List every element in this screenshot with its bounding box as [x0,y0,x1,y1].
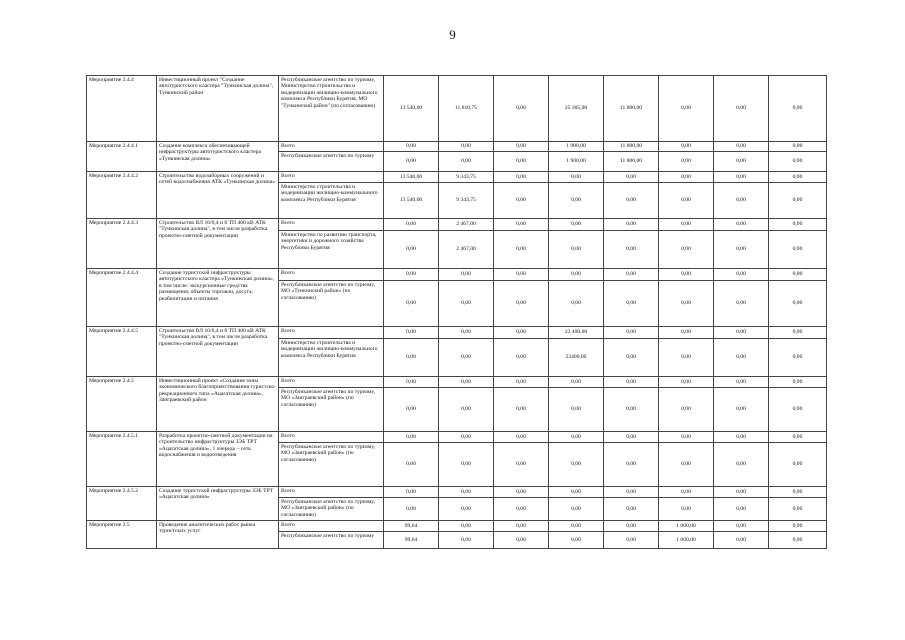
amount-cell: 99,64 [384,532,439,549]
amount-cell: 0,00 [494,532,549,549]
amount-cell: 0,00 [439,521,494,532]
table-row [87,377,827,388]
amount-cell: 0,00 [714,76,769,142]
amount-cell: 0,00 [714,327,769,339]
amount-cell: 1 000,00 [659,521,714,532]
amount-cell: 0,00 [714,152,769,172]
executor-cell: Всего [279,487,384,498]
amount-cell: 2 467,00 [439,219,494,231]
amount-cell: 0,00 [384,152,439,172]
amount-cell: 0,00 [659,183,714,219]
amount-cell: 11 800,00 [604,76,659,142]
amount-cell: 0,00 [549,521,604,532]
amount-cell: 0,00 [604,339,659,377]
amount-cell: 0,00 [549,443,604,487]
amount-cell: 0,00 [659,281,714,327]
amount-cell: 0,00 [659,142,714,152]
amount-cell: 0,00 [384,443,439,487]
amount-cell: 0,00 [769,152,827,172]
amount-cell: 1 000,00 [659,532,714,549]
amount-cell: 0,00 [659,152,714,172]
table-row [87,487,827,498]
activity-code-cell: Мероприятие 2.4.4 [87,76,157,142]
amount-cell: 0,00 [604,183,659,219]
amount-cell: 0,00 [769,377,827,388]
executor-cell: Всего [279,142,384,152]
executor-cell: Всего [279,269,384,281]
executor-cell: Всего [279,172,384,183]
amount-cell: 0,00 [769,183,827,219]
amount-cell: 13 540,00 [384,172,439,183]
amount-cell: 0,00 [769,521,827,532]
activity-name-cell: Создание туристской инфраструктуры автотуристского кластера «Тункинская долина», в том числе: экскурсионные средства размещения, объекты торговли, досуга, реабилитации и питания [157,269,279,327]
amount-cell: 0,00 [549,487,604,498]
table-row [87,172,827,183]
amount-cell: 0,00 [714,281,769,327]
amount-cell: 0,00 [439,443,494,487]
amount-cell: 0,00 [659,327,714,339]
amount-cell: 0,00 [549,498,604,521]
amount-cell: 0,00 [494,432,549,443]
amount-cell: 0,00 [769,269,827,281]
amount-cell: 0,00 [769,532,827,549]
amount-cell: 0,00 [549,219,604,231]
amount-cell: 0,00 [714,339,769,377]
table-row [87,269,827,281]
amount-cell: 0,00 [549,432,604,443]
executor-cell: Республиканское агентство по туризму, МО «Тункинский район» (по согласованию) [279,281,384,327]
amount-cell: 0,00 [384,432,439,443]
budget-table-body [87,76,827,549]
amount-cell: 0,00 [549,281,604,327]
amount-cell: 0,00 [604,487,659,498]
amount-cell: 11 800,00 [604,152,659,172]
amount-cell: 2 467,00 [439,231,494,269]
activity-code-cell: Мероприятие 2.4.4.4 [87,269,157,327]
amount-cell: 0,00 [769,219,827,231]
amount-cell: 0,00 [769,231,827,269]
amount-cell: 0,00 [714,269,769,281]
amount-cell: 9 343,75 [439,183,494,219]
table-row [87,76,827,142]
amount-cell: 0,00 [714,498,769,521]
amount-cell: 0,00 [439,327,494,339]
activity-code-cell: Мероприятие 2.4.5.2 [87,487,157,521]
amount-cell: 0,00 [769,432,827,443]
amount-cell: 0,00 [549,269,604,281]
amount-cell: 0,00 [494,269,549,281]
amount-cell: 0,00 [439,377,494,388]
amount-cell: 0,00 [439,432,494,443]
amount-cell: 0,00 [659,388,714,432]
amount-cell: 0,00 [659,487,714,498]
amount-cell: 9 343,75 [439,172,494,183]
amount-cell: 0,00 [714,172,769,183]
amount-cell: 0,00 [659,432,714,443]
activity-code-cell: Мероприятие 2.4.4.5 [87,327,157,377]
amount-cell: 0,00 [549,532,604,549]
amount-cell: 0,00 [604,521,659,532]
activity-name-cell: Проведение аналитических работ рынка туристских услуг [157,521,279,549]
amount-cell: 0,00 [494,377,549,388]
amount-cell: 0,00 [494,183,549,219]
amount-cell: 0,00 [494,219,549,231]
amount-cell: 0,00 [549,388,604,432]
amount-cell: 0,00 [604,377,659,388]
activity-name-cell: Строительство водозаборных сооружений и сетей водоснабжения АТК «Тункинская долина» [157,172,279,219]
amount-cell: 0,00 [439,498,494,521]
amount-cell: 1 900,00 [549,152,604,172]
amount-cell: 0,00 [769,76,827,142]
amount-cell: 23 400,00 [549,327,604,339]
amount-cell: 0,00 [714,219,769,231]
amount-cell: 0,00 [604,327,659,339]
amount-cell: 0,00 [714,443,769,487]
amount-cell: 0,00 [604,432,659,443]
amount-cell: 0,00 [769,142,827,152]
executor-cell: Всего [279,432,384,443]
amount-cell: 0,00 [384,281,439,327]
executor-cell: Республиканское агентство по туризму [279,152,384,172]
amount-cell: 0,00 [769,339,827,377]
amount-cell: 0,00 [494,152,549,172]
amount-cell: 0,00 [549,172,604,183]
amount-cell: 0,00 [659,269,714,281]
amount-cell: 0,00 [494,327,549,339]
table-row [87,327,827,339]
amount-cell: 0,00 [494,76,549,142]
amount-cell: 0,00 [384,487,439,498]
amount-cell: 11 800,00 [604,142,659,152]
amount-cell: 0,00 [604,172,659,183]
executor-cell: Всего [279,377,384,388]
amount-cell: 0,00 [604,281,659,327]
amount-cell: 0,00 [659,172,714,183]
activity-name-cell: Строительство ВЛ 10/0,4 и 8 ТП 400 кВ АТК "Тункинская долина", в том числе разработка проектно-сметной документации [157,219,279,269]
amount-cell: 0,00 [659,377,714,388]
amount-cell: 0,00 [659,231,714,269]
amount-cell: 0,00 [769,327,827,339]
amount-cell: 0,00 [769,172,827,183]
table-row [87,142,827,152]
amount-cell: 0,00 [659,339,714,377]
executor-cell: Министерство строительства и модернизации жилищно-коммунального комплекса Республики Бурятия [279,339,384,377]
amount-cell: 0,00 [494,521,549,532]
amount-cell: 23400,00 [549,339,604,377]
amount-cell: 0,00 [659,76,714,142]
amount-cell: 0,00 [769,281,827,327]
amount-cell: 0,00 [714,231,769,269]
amount-cell: 0,00 [384,142,439,152]
amount-cell: 0,00 [494,443,549,487]
amount-cell: 99,64 [384,521,439,532]
executor-cell: Министерство по развитию транспорта, энергетики и дорожного хозяйства Республики Бурятия [279,231,384,269]
executor-cell: Республиканское агентство по туризму, МО «Заиграевский район» (по согласованию) [279,388,384,432]
amount-cell: 0,00 [384,231,439,269]
amount-cell: 0,00 [384,339,439,377]
amount-cell: 0,00 [714,432,769,443]
amount-cell: 0,00 [384,269,439,281]
amount-cell: 0,00 [494,498,549,521]
table-row [87,219,827,231]
executor-cell: Республиканское агентство по туризму [279,532,384,549]
amount-cell: 0,00 [659,219,714,231]
amount-cell: 0,00 [604,219,659,231]
amount-cell: 0,00 [714,183,769,219]
amount-cell: 0,00 [384,377,439,388]
amount-cell: 0,00 [604,532,659,549]
activity-code-cell: Мероприятие 2.4.5 [87,377,157,432]
activity-name-cell: Инвестиционный проект "Создание автотуристского кластера "Тункинская долина", Тункинский район [157,76,279,142]
amount-cell: 0,00 [604,498,659,521]
activity-code-cell: Мероприятие 2.4.4.3 [87,219,157,269]
activity-name-cell: Инвестиционный проект «Создание зоны экономического благоприятствования туристско-рекреационного типа «Ацагатская долина», Заиграевский район [157,377,279,432]
executor-cell: Всего [279,521,384,532]
executor-cell: Республиканское агентство по туризму, МО «Заиграевский район» (по согласованию) [279,443,384,487]
activity-code-cell: Мероприятие 2.5 [87,521,157,549]
amount-cell: 0,00 [549,183,604,219]
executor-cell: Республиканское агентство по туризму, Министерство строительства и модернизации жилищно-коммунального комплекса Республики Бурятия, МО "Тункинский район" (по согласованию) [279,76,384,142]
amount-cell: 0,00 [494,388,549,432]
amount-cell: 0,00 [549,377,604,388]
executor-cell: Всего [279,327,384,339]
amount-cell: 0,00 [384,388,439,432]
executor-cell: Министерство строительства и модернизации жилищно-коммунального комплекса Республики Бурятия [279,183,384,219]
amount-cell: 0,00 [769,443,827,487]
amount-cell: 0,00 [439,142,494,152]
amount-cell: 0,00 [659,443,714,487]
activity-code-cell: Мероприятие 2.4.5.1 [87,432,157,487]
amount-cell: 11 810,75 [439,76,494,142]
amount-cell: 0,00 [494,142,549,152]
activity-code-cell: Мероприятие 2.4.4.1 [87,142,157,172]
activity-name-cell: Создание туристской инфраструктуры ЗЭБ ТРТ «Ацагатская долина» [157,487,279,521]
amount-cell: 0,00 [384,498,439,521]
amount-cell: 0,00 [494,172,549,183]
table-row [87,521,827,532]
amount-cell: 25 305,00 [549,76,604,142]
amount-cell: 0,00 [714,388,769,432]
amount-cell: 0,00 [604,388,659,432]
amount-cell: 1 900,00 [549,142,604,152]
amount-cell: 0,00 [439,152,494,172]
amount-cell: 0,00 [714,142,769,152]
amount-cell: 0,00 [604,443,659,487]
amount-cell: 0,00 [494,231,549,269]
amount-cell: 0,00 [439,281,494,327]
amount-cell: 0,00 [494,281,549,327]
amount-cell: 0,00 [549,231,604,269]
amount-cell: 13 540,00 [384,76,439,142]
activity-code-cell: Мероприятие 2.4.4.2 [87,172,157,219]
amount-cell: 0,00 [439,487,494,498]
activity-name-cell: Разработка проектно-сметной документации на строительство инфраструктуры ЗЭБ ТРТ «Ацагатская долина», 1 очередь – сеть водоснабжения и водоотведения [157,432,279,487]
amount-cell: 0,00 [769,487,827,498]
table-row [87,432,827,443]
amount-cell: 0,00 [769,498,827,521]
amount-cell: 0,00 [384,327,439,339]
amount-cell: 0,00 [439,532,494,549]
activity-name-cell: Строительство ВЛ 10/0,4 и 8 ТП 400 кВ АТК "Тункинская долина", в том числе разработка проектно-сметной документации [157,327,279,377]
budget-table [86,75,827,549]
amount-cell: 0,00 [604,269,659,281]
amount-cell: 0,00 [384,219,439,231]
amount-cell: 0,00 [439,339,494,377]
amount-cell: 0,00 [439,388,494,432]
amount-cell: 0,00 [714,377,769,388]
executor-cell: Республиканское агентство по туризму, МО «Заиграевский район» (по согласованию) [279,498,384,521]
amount-cell: 0,00 [494,487,549,498]
amount-cell: 0,00 [659,498,714,521]
amount-cell: 0,00 [604,231,659,269]
amount-cell: 0,00 [714,487,769,498]
amount-cell: 0,00 [714,532,769,549]
executor-cell: Всего [279,219,384,231]
amount-cell: 13 540,00 [384,183,439,219]
amount-cell: 0,00 [494,339,549,377]
amount-cell: 0,00 [439,269,494,281]
amount-cell: 0,00 [714,521,769,532]
page-number: 9 [449,27,456,42]
amount-cell: 0,00 [769,388,827,432]
activity-name-cell: Создание комплекса обеспечивающей инфраструктуры автотуристского кластера «Тункинская долина» [157,142,279,172]
